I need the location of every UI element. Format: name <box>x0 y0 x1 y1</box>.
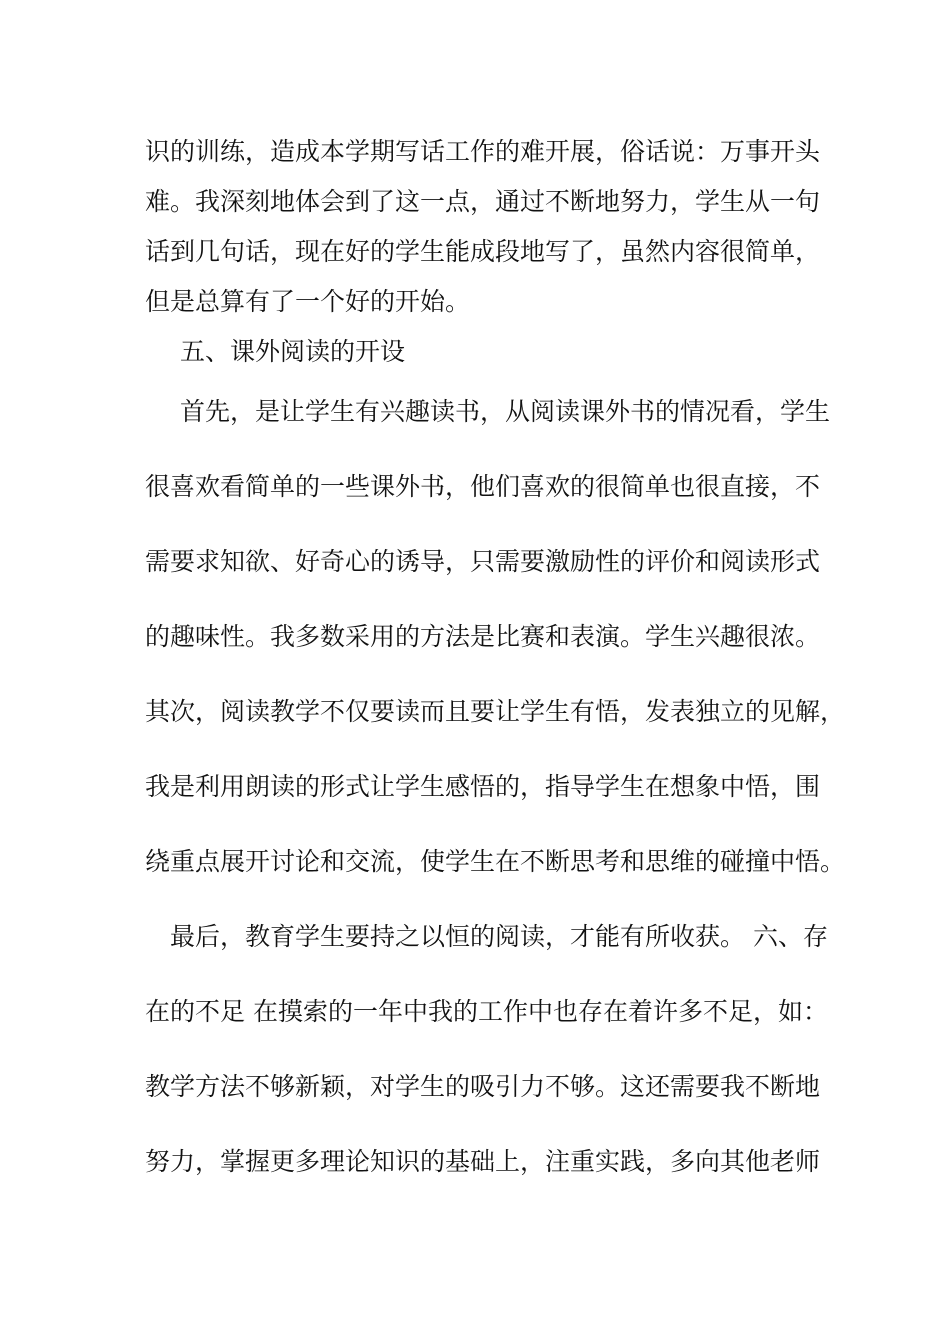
text-line: 绕重点展开讨论和交流，使学生在不断思考和思维的碰撞中悟。 <box>145 847 846 876</box>
section-heading: 五、课外阅读的开设 <box>180 337 406 366</box>
text-line: 的趣味性。我多数采用的方法是比赛和表演。学生兴趣很浓。 <box>145 622 821 651</box>
text-line: 很喜欢看简单的一些课外书，他们喜欢的很简单也很直接，不 <box>145 472 821 501</box>
text-line: 识的训练，造成本学期写话工作的难开展，俗话说：万事开头 <box>145 137 821 166</box>
text-line: 但是总算有了一个好的开始。 <box>145 287 471 316</box>
text-line: 需要求知欲、好奇心的诱导，只需要激励性的评价和阅读形式 <box>145 547 821 576</box>
text-line: 教学方法不够新颖，对学生的吸引力不够。这还需要我不断地 <box>145 1072 821 1101</box>
text-line: 最后，教育学生要持之以恒的阅读，才能有所收获。 六、存 <box>170 922 828 951</box>
text-line: 努力，掌握更多理论知识的基础上，注重实践，多向其他老师 <box>145 1147 821 1176</box>
text-line: 话到几句话，现在好的学生能成段地写了，虽然内容很简单， <box>145 237 821 266</box>
text-line: 在的不足 在摸索的一年中我的工作中也存在着许多不足，如： <box>145 997 828 1026</box>
text-line: 我是利用朗读的形式让学生感悟的，指导学生在想象中悟，围 <box>145 772 821 801</box>
text-line: 其次，阅读教学不仅要读而且要让学生有悟，发表独立的见解， <box>145 697 846 726</box>
text-line: 首先，是让学生有兴趣读书，从阅读课外书的情况看，学生 <box>180 397 831 426</box>
text-line: 难。我深刻地体会到了这一点，通过不断地努力，学生从一句 <box>145 187 821 216</box>
